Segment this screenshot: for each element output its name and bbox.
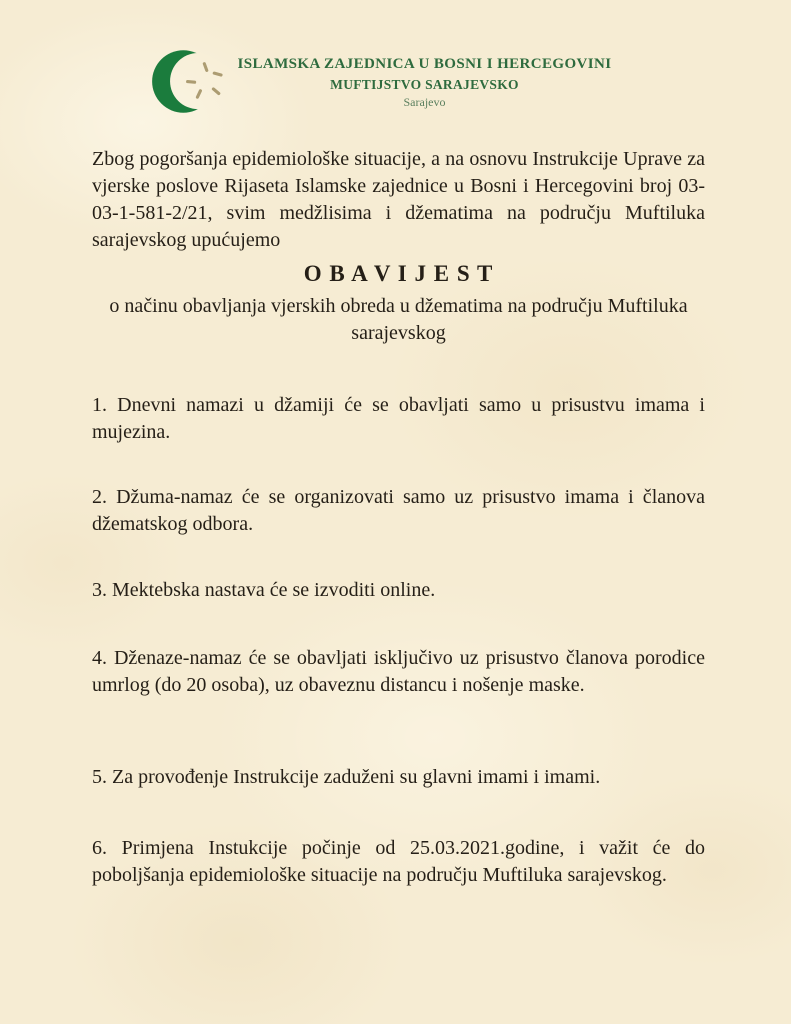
intro-paragraph: Zbog pogoršanja epidemiološke situacije, a na osnovu Instrukcije Uprave za vjerske poslove Rijaseta Islamske zajednice u Bosni i Hercegovini broj 03-03-1-581-2/21, svim medžlisima i džematima na području Muftiluka sarajevskog upućujemo [92, 148, 705, 251]
org-city: Sarajevo [403, 95, 446, 109]
notice-item-3: 3. Mektebska nastava će se izvoditi online. [92, 579, 436, 601]
notice-item-5: 5. Za provođenje Instrukcije zaduženi su glavni imami i imami. [92, 766, 601, 788]
notice-item-2: 2. Džuma-namaz će se organizovati samo uz prisustvo imama i članova džematskog odbora. [92, 486, 705, 535]
notice-item-6: 6. Primjena Instukcije počinje od 25.03.2021.godine, i važit će do poboljšanja epidemiološke situacije na području Muftiluka sarajevskog. [92, 837, 705, 886]
org-office: MUFTIJSTVO SARAJEVSKO [330, 77, 519, 92]
letterhead [0, 54, 791, 111]
notice-item-4: 4. Dženaze-namaz će se obavljati isključivo uz prisustvo članova porodice umrlog (do 20 osoba), uz obaveznu distancu i nošenje maske. [92, 647, 705, 696]
notice-item-1: 1. Dnevni namazi u džamiji će se obavljati samo u prisustvu imama i mujezina. [92, 394, 705, 443]
org-name: ISLAMSKA ZAJEDNICA U BOSNI I HERCEGOVINI [237, 56, 612, 72]
notice-subtitle: o načinu obavljanja vjerskih obreda u džematima na području Muftiluka sarajevskog [109, 295, 688, 344]
notice-title: O B A V I J E S T [303, 261, 494, 286]
